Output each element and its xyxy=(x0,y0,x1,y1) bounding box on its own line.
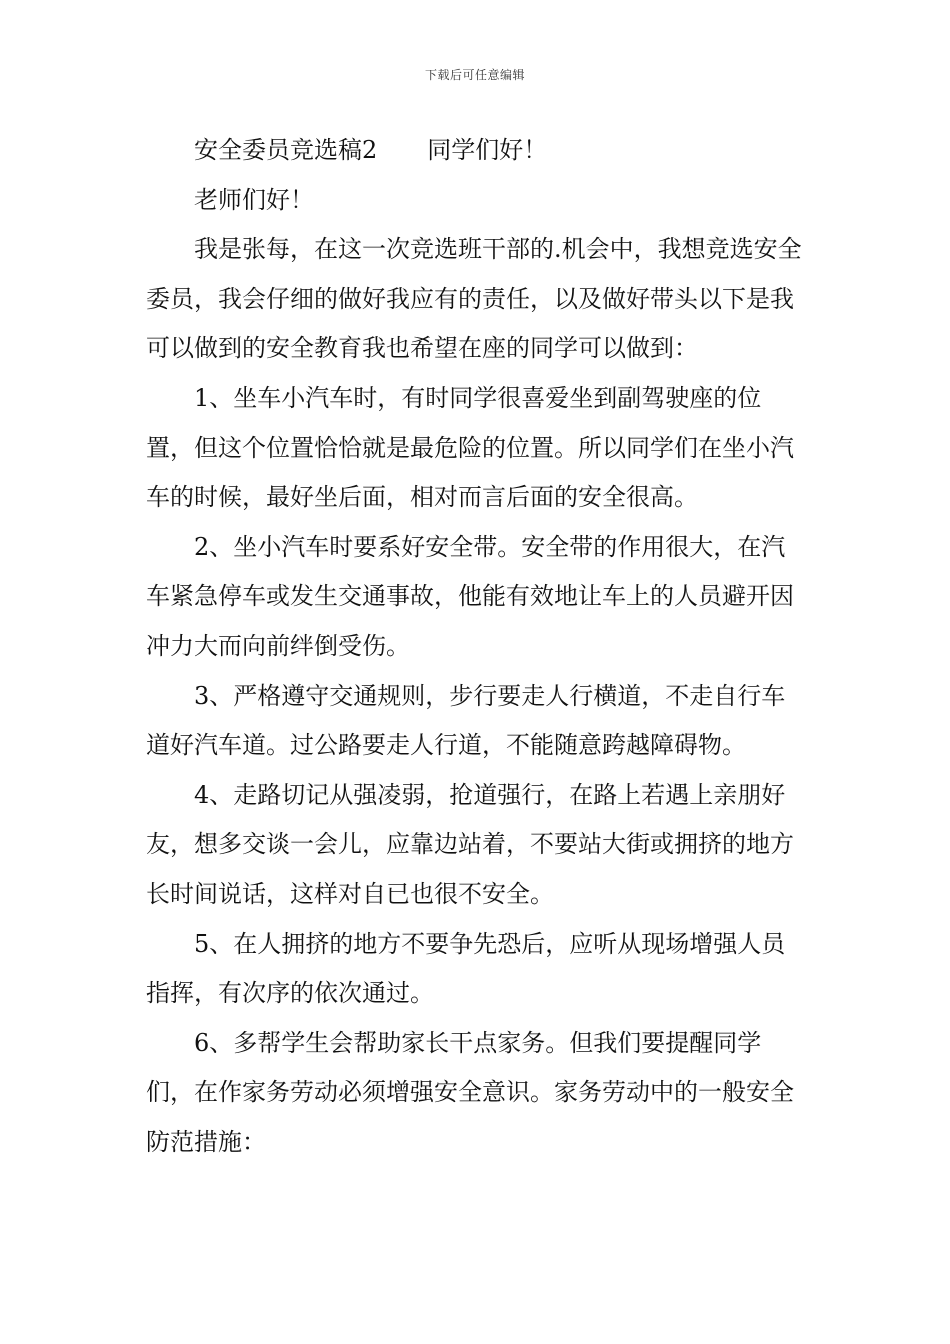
paragraph-item-3: 3、严格遵守交通规则，步行要走人行横道，不走自行车道好汽车道。过公路要走人行道，不能随意跨越障碍物。 xyxy=(146,681,786,760)
document-body xyxy=(146,126,808,1167)
greeting-students: 同学们好！ xyxy=(427,136,548,164)
title-line xyxy=(146,126,808,176)
document-title: 安全委员竞选稿2 xyxy=(194,136,378,164)
paragraph-item-2: 2、坐小汽车时要系好安全带。安全带的作用很大，在汽车紧急停车或发生交通事故，他能有效地让车上的人员避开因冲力大而向前绊倒受伤。 xyxy=(146,532,794,660)
paragraph-intro: 我是张每，在这一次竞选班干部的.机会中，我想竞选安全委员，我会仔细的做好我应有的责任，以及做好带头以下是我可以做到的安全教育我也希望在座的同学可以做到： xyxy=(146,235,802,363)
paragraph-item-6: 6、多帮学生会帮助家长干点家务。但我们要提醒同学们，在作家务劳动必须增强安全意识。家务劳动中的一般安全防范措施： xyxy=(146,1028,794,1156)
paragraph-item-1: 1、坐车小汽车时，有时同学很喜爱坐到副驾驶座的位置，但这个位置恰恰就是最危险的位置。所以同学们在坐小汽车的时候，最好坐后面，相对而言后面的安全很高。 xyxy=(146,383,794,512)
page-header-note: 下载后可任意编辑 xyxy=(424,68,525,82)
paragraph-item-4: 4、走路切记从强凌弱，抢道强行，在路上若遇上亲朋好友，想多交谈一会儿，应靠边站着，不要站大街或拥挤的地方长时间说话，这样对自已也很不安全。 xyxy=(146,780,794,908)
greeting-teachers: 老师们好！ xyxy=(194,185,314,214)
paragraph-item-5: 5、在人拥挤的地方不要争先恐后，应听从现场增强人员指挥，有次序的依次通过。 xyxy=(146,929,786,1008)
